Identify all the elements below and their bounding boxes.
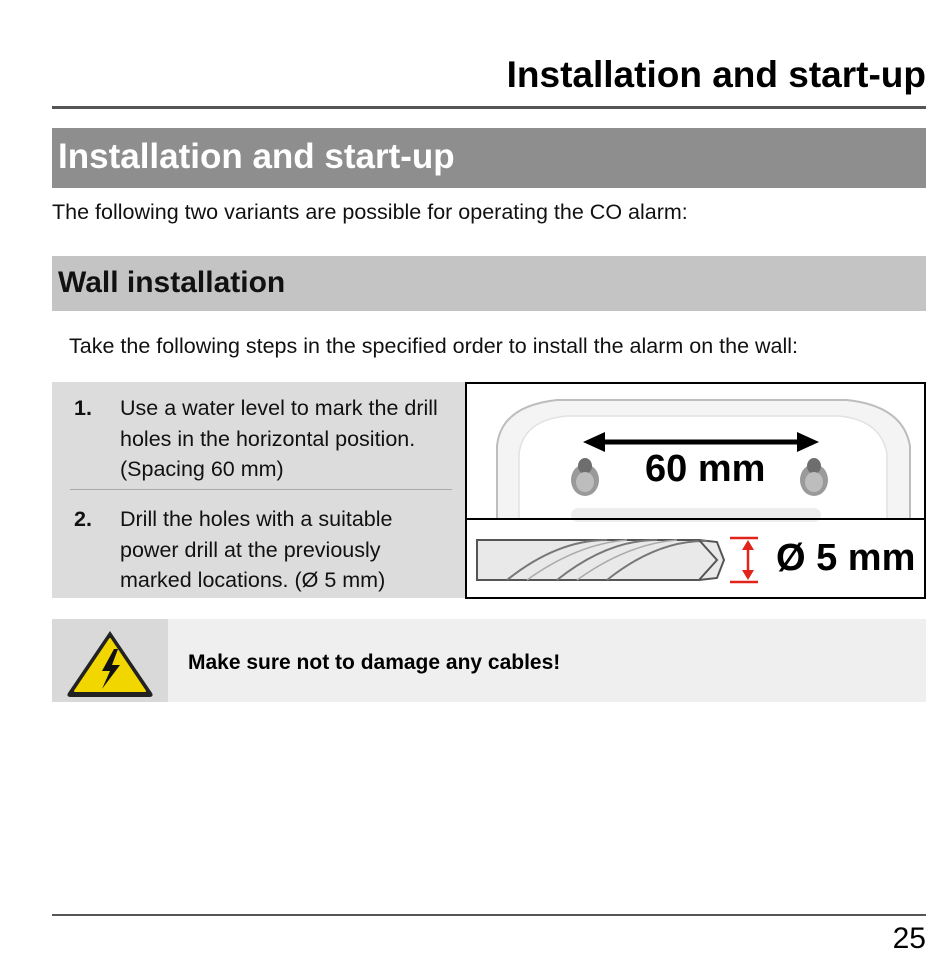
page-number: 25 <box>892 922 926 955</box>
warning-notice <box>52 619 926 702</box>
warning-icon-cell <box>52 619 168 702</box>
spacing-label: 60 mm <box>645 448 766 490</box>
installation-figure <box>465 382 926 599</box>
steps-list <box>52 382 466 598</box>
step-divider <box>70 489 452 490</box>
header-rule <box>52 106 926 109</box>
steps-intro-paragraph: Take the following steps in the specified order to install the alarm on the wall: <box>69 334 799 358</box>
footer-rule <box>52 914 926 916</box>
step-text: Drill the holes with a suitable power drill at the previously marked locations. (Ø 5 mm) <box>120 507 393 592</box>
diameter-indicator <box>730 538 758 582</box>
step-number: 2. <box>74 507 92 531</box>
page-title: Installation and start-up <box>52 128 926 188</box>
step-text: Use a water level to mark the drill holes in the horizontal position. (Spacing 60 mm) <box>120 396 438 481</box>
warning-text: Make sure not to damage any cables! <box>188 651 561 674</box>
figure-divider <box>467 518 924 520</box>
intro-paragraph: The following two variants are possible for operating the CO alarm: <box>52 200 688 224</box>
diameter-label: Ø 5 mm <box>776 537 916 579</box>
drill-bit <box>477 540 724 580</box>
running-header-title: Installation and start-up <box>506 54 926 95</box>
section-heading: Wall installation <box>52 256 926 311</box>
step-number: 1. <box>74 396 92 420</box>
high-voltage-warning-icon <box>52 619 168 702</box>
